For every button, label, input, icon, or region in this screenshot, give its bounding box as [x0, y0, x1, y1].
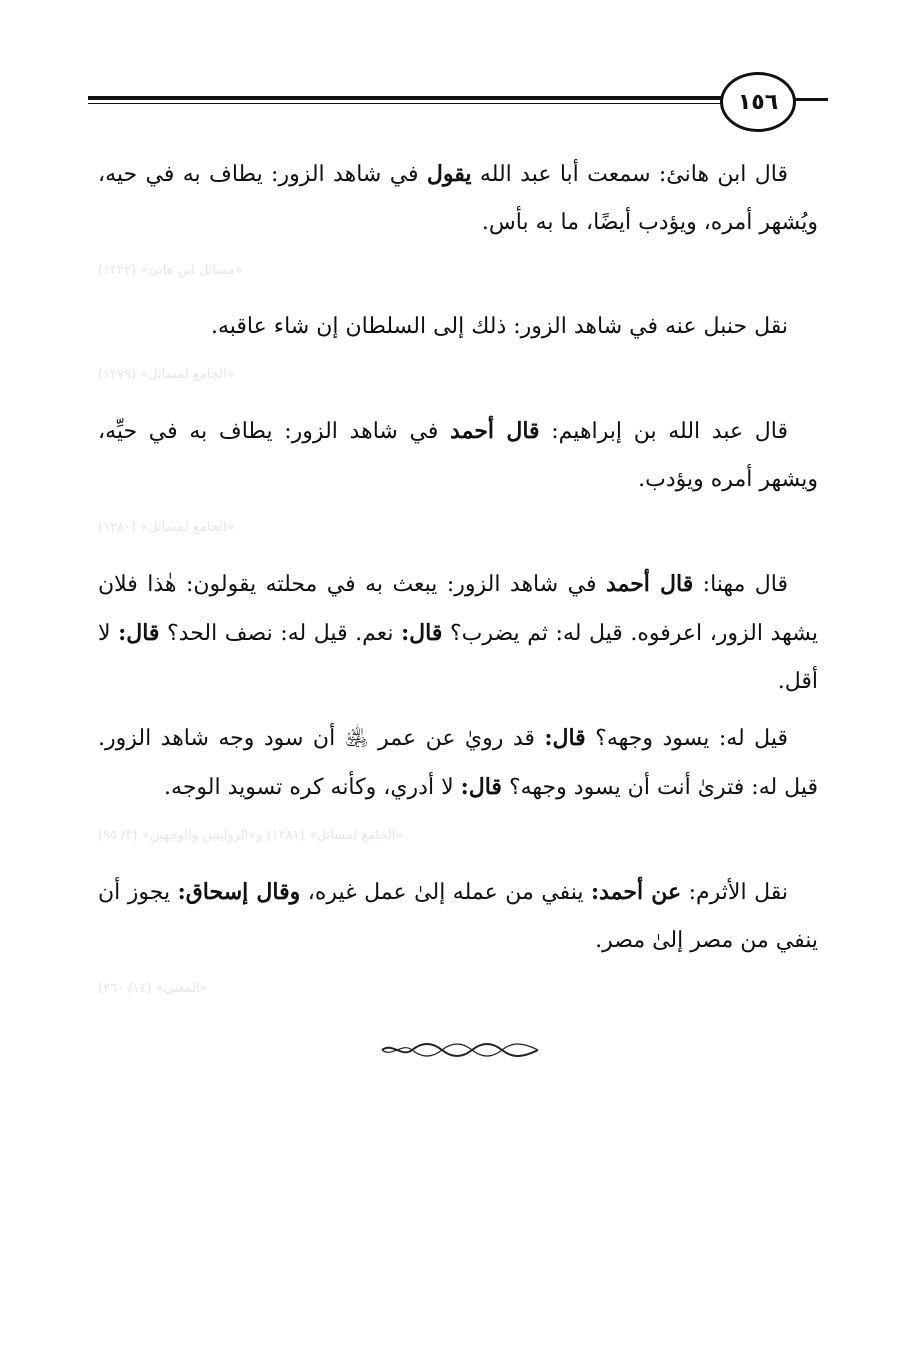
bold-segment: قال أحمد [605, 571, 694, 597]
bold-segment: قال: [460, 774, 502, 800]
paragraph [98, 150, 818, 247]
page-number-badge [720, 72, 796, 132]
bold-segment: قال: [118, 620, 160, 646]
page-header [88, 70, 828, 130]
header-rule [88, 96, 728, 100]
paragraph [98, 868, 818, 965]
bold-segment: يقول [426, 161, 472, 187]
text-segment: قيل له: يسود وجهه؟ [585, 726, 788, 751]
source-reference: «الجامع لمسائل» (١٢٨١) و«الروايتين والوجهين» (٣/ ٩٥) [98, 828, 404, 843]
text-segment: قال ابن هانئ: سمعت أبا عبد الله [471, 162, 788, 187]
text-segment: قال مهنا: [693, 572, 789, 597]
source-reference: «الجامع لمسائل» (١٢٨٠) [98, 520, 235, 535]
page-body [98, 150, 818, 1021]
text-segment: ينفي من عمله إلىٰ عمل غيره، [300, 880, 591, 905]
paragraph [98, 407, 818, 504]
source-reference: «الجامع لمسائل» (١٢٧٩) [98, 367, 235, 382]
bold-segment: قال أحمد [450, 418, 540, 444]
text-segment: قال عبد الله بن إبراهيم: [539, 419, 789, 444]
page-number: ١٥٦ [737, 89, 779, 115]
source-reference: «مسائل ابن هانئ» (١٣٢٢) [98, 263, 243, 278]
paragraph [98, 714, 818, 812]
bold-segment: وقال إسحاق: [177, 879, 301, 905]
paragraph [98, 303, 818, 351]
text-segment: قد رويٰ عن عمر ﵁ أن سود وجه شاهد الزور. قيل له: فترىٰ أنت أن يسود وجهه؟ [98, 726, 818, 800]
text-segment: نعم. قيل له: نصف الحد؟ [159, 621, 402, 646]
bold-segment: قال: [544, 725, 586, 751]
text-segment: في شاهد الزور: يطاف به في حيه، ويُشهر أمره، ويؤدب أيضًا، ما به بأس. [98, 162, 818, 235]
text-segment: يجوز أن ينفي من مصر إلىٰ مصر. [98, 880, 818, 953]
source-reference: «المغني» (١٤/ ٢٦٠) [98, 981, 208, 996]
text-segment: نقل الأثرم: [681, 880, 788, 905]
header-rule-thin [88, 103, 728, 104]
bold-segment: عن أحمد: [590, 879, 682, 905]
text-segment: في شاهد الزور: يطاف به في حيِّه، ويشهر أمره ويؤدب. [98, 419, 818, 492]
paragraph [98, 560, 818, 706]
text-segment: لا أدري، وكأنه كره تسويد الوجه. [164, 775, 461, 800]
text-segment: في شاهد الزور: يبعث به في محلته يقولون: هٰذا فلان يشهد الزور، اعرفوه. قيل له: ثم يضرب؟ [98, 572, 818, 646]
bold-segment: قال: [401, 620, 443, 646]
text-segment: لا أقل. [98, 621, 818, 694]
text-segment: نقل حنبل عنه في شاهد الزور: ذلك إلى السلطان إن شاء عاقبه. [210, 314, 788, 339]
ornament-divider-icon [380, 1040, 540, 1060]
